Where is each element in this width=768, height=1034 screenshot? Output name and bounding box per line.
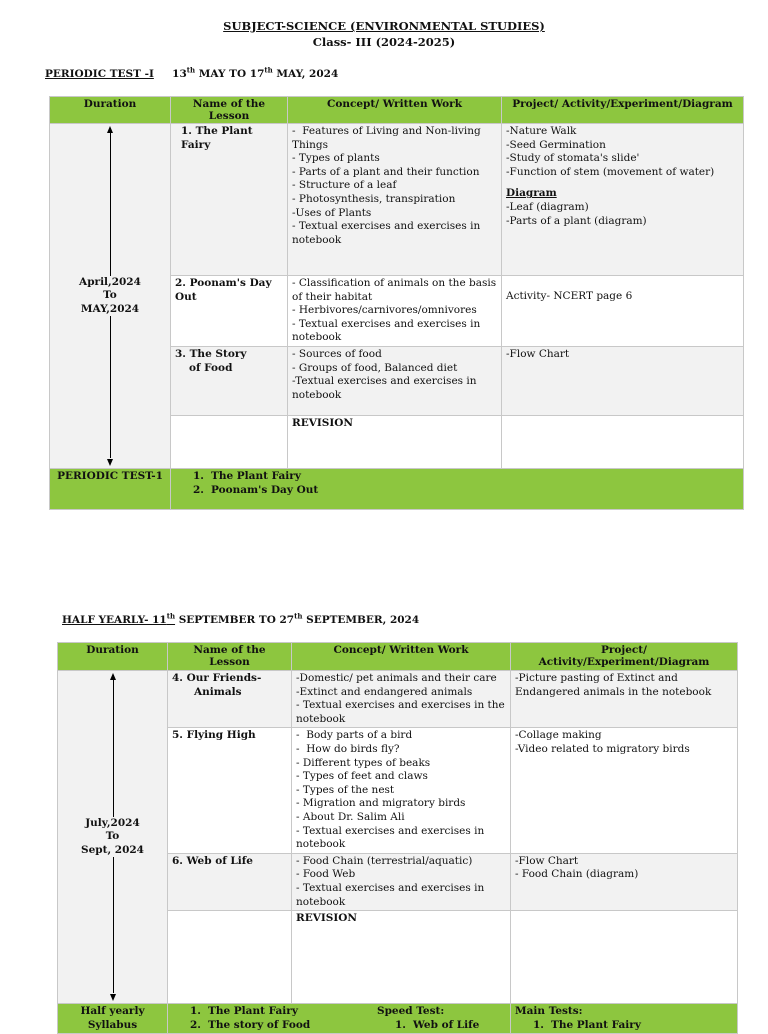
hy-revision: REVISION [292,911,511,1004]
pt1-header-concept: Concept/ Written Work [288,97,502,124]
hy-header-project: Project/ Activity/Experiment/Diagram [511,643,738,671]
diagram-label: Diagram [506,187,557,200]
hy-concepts-4: -Domestic/ pet animals and their care -Extinct and endangered animals - Textual exercises and exercises in the notebook [292,671,511,728]
hy-heading [62,611,420,628]
pt1-heading [45,65,339,82]
pt1-concepts-1: - Features of Living and Non-living Things - Types of plants - Parts of a plant and their function - Structure of a leaf - Photosynthesis, transpiration -Uses of Plants - Textual exercises and exercises in notebook [288,124,502,276]
pt1-table [49,96,744,510]
pt1-label: PERIODIC TEST -I [45,68,154,80]
hy-concepts-6: - Food Chain (terrestrial/aquatic) - Food Web - Textual exercises and exercises in notebook [292,853,511,910]
pt1-duration-to: To [103,289,117,302]
hy-duration-to: To [105,830,120,843]
hy-projects-4: -Picture pasting of Extinct and Endangered animals in the notebook [511,671,738,728]
hy-duration-from: July,2024 [85,816,140,829]
pt1-header-duration: Duration [50,97,171,124]
pt1-lesson-3: 3. The Story of Food [171,346,288,415]
arrow-down-icon [110,994,116,1001]
hy-footer-label: Half yearly Syllabus [58,1004,168,1034]
arrow-down-icon [107,459,113,466]
hy-revision-lesson [168,911,292,1004]
document-title: SUBJECT-SCIENCE (ENVIRONMENTAL STUDIES) [223,19,545,33]
hy-table [57,642,738,1034]
hy-duration-cell [58,671,168,1004]
pt1-duration-end: MAY,2024 [80,302,140,315]
hy-speed-test: Speed Test: 1. Web of Life [377,1005,480,1031]
hy-label: HALF YEARLY- 11th [62,611,176,626]
pt1-revision: REVISION [288,415,502,468]
hy-header-concept: Concept/ Written Work [292,643,511,671]
pt1-concepts-3: - Sources of food - Groups of food, Balanced diet -Textual exercises and exercises in notebook [288,346,502,415]
hy-header-duration: Duration [58,643,168,671]
pt1-dates: 13th MAY TO 17th MAY, 2024 [172,65,339,80]
pt1-projects-3: -Flow Chart [502,346,744,415]
hy-lesson-6: 6. Web of Life [168,853,292,910]
pt1-projects-2: Activity- NCERT page 6 [502,276,744,347]
hy-main-tests: Main Tests: 1. The Plant Fairy [511,1004,738,1034]
hy-lesson-5: 5. Flying High [168,728,292,853]
pt1-header-lesson: Name of the Lesson [171,97,288,124]
hy-dates: SEPTEMBER TO 27th SEPTEMBER, 2024 [175,611,420,626]
pt1-footer-items: 1. The Plant Fairy 2. Poonam's Day Out [171,468,744,509]
document-subtitle: Class- III (2024-2025) [312,35,456,49]
pt1-concepts-2: - Classification of animals on the basis of their habitat - Herbivores/carnivores/omnivores - Textual exercises and exercises in notebook [288,276,502,347]
hy-header-lesson: Name of the Lesson [168,643,292,671]
hy-projects-5: -Collage making -Video related to migratory birds [511,728,738,853]
pt1-lesson-2: 2. Poonam's Day Out [171,276,288,347]
pt1-lesson-1: 1. The Plant Fairy [171,124,288,276]
pt1-revision-lesson [171,415,288,468]
pt1-revision-project [502,415,744,468]
pt1-footer-label: PERIODIC TEST-1 [50,468,171,509]
pt1-duration-cell [50,124,171,469]
hy-footer-items: 1. The Plant Fairy 2. The story of Food [190,1005,311,1031]
hy-footer-syllabus [168,1004,511,1034]
pt1-header-project: Project/ Activity/Experiment/Diagram [502,97,744,124]
hy-lesson-4: 4. Our Friends- Animals [168,671,292,728]
hy-revision-project [511,911,738,1004]
pt1-duration-from: April,2024 [79,275,141,288]
hy-projects-6: -Flow Chart - Food Chain (diagram) [511,853,738,910]
pt1-projects-1: -Nature Walk -Seed Germination -Study of stomata's slide' -Function of stem (movement of water) Diagram -Leaf (diagram) -Parts of a plant (diagram) [502,124,744,276]
hy-duration-end: Sept, 2024 [81,843,144,856]
hy-concepts-5: - Body parts of a bird - How do birds fly? - Different types of beaks - Types of feet and claws - Types of the nest - Migration and migratory birds - About Dr. Salim Ali - Textual exercises and exercises in notebook [292,728,511,853]
